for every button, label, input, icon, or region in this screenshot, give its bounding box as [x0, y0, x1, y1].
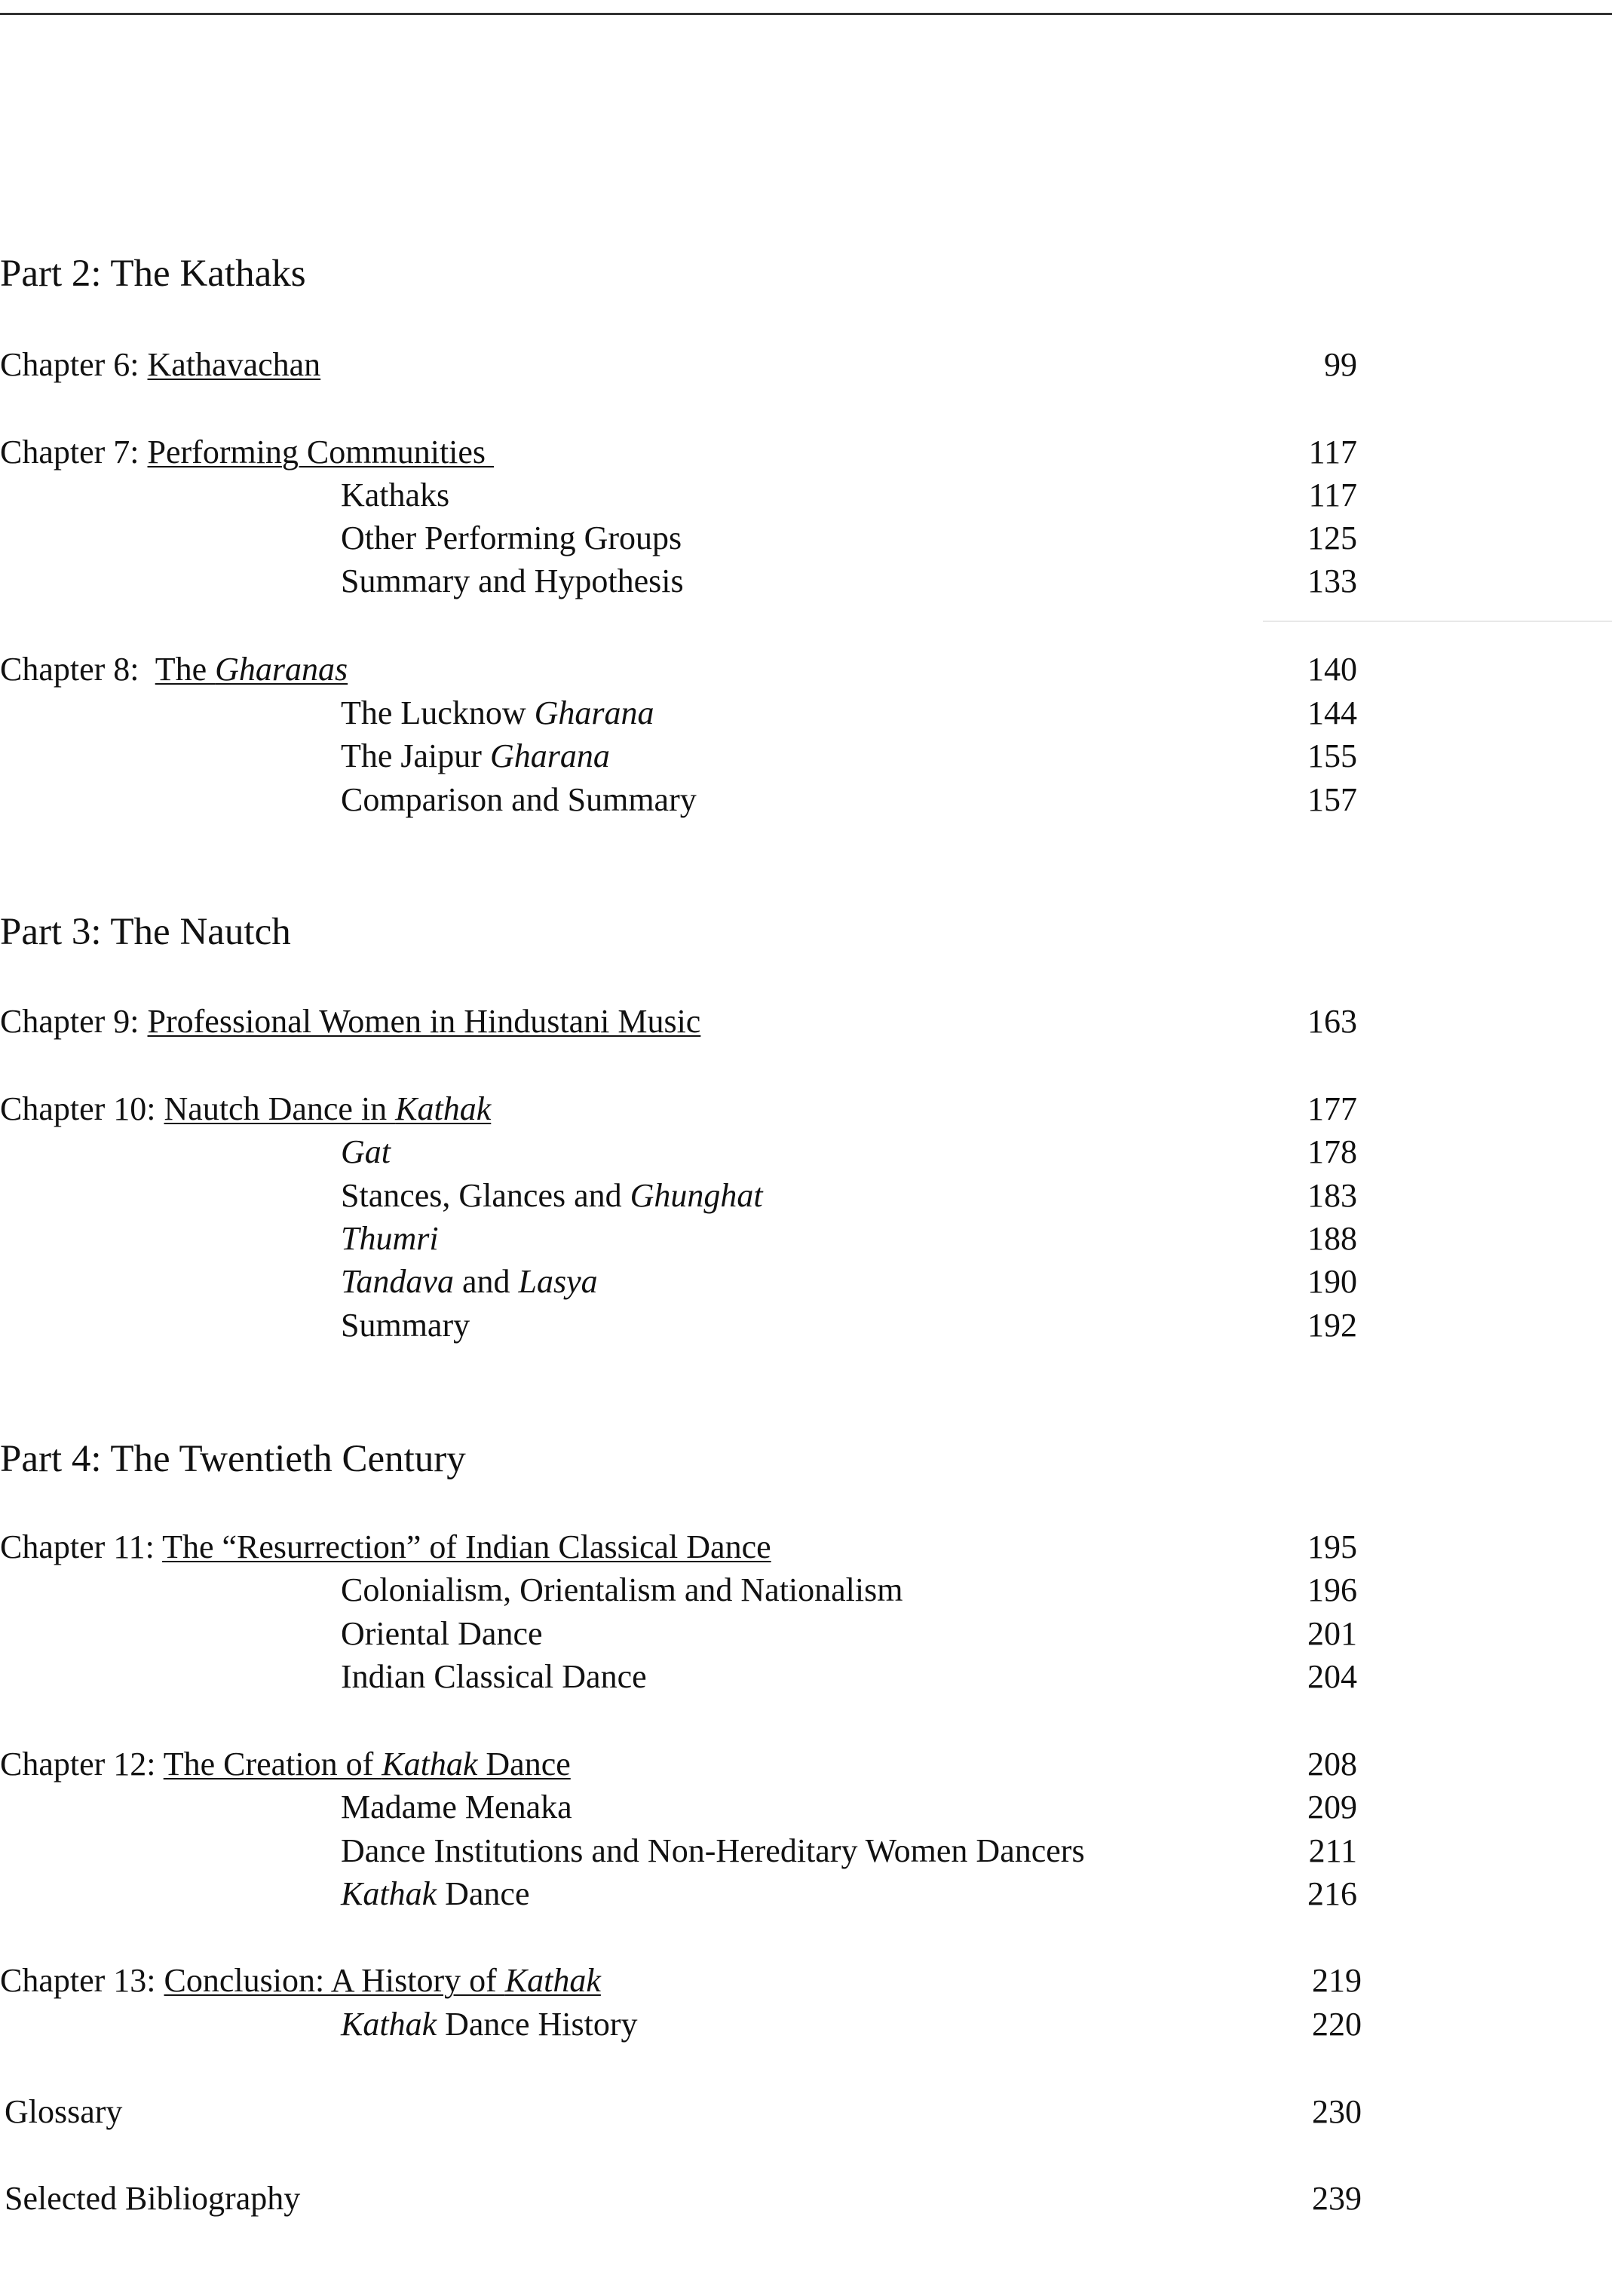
chapter-title: Professional Women in Hindustani Music — [147, 1003, 701, 1040]
chapter-title-italic: Kathak — [382, 1746, 478, 1783]
page-number: 163 — [1307, 1003, 1357, 1040]
section-text-italic: Thumri — [341, 1220, 439, 1257]
toc-section[interactable]: Comparison and Summary — [341, 781, 697, 818]
page-number: 140 — [1307, 651, 1357, 688]
toc-section[interactable] — [341, 737, 610, 776]
page-number: 144 — [1307, 694, 1357, 731]
chapter-label: Chapter 13: — [0, 1962, 164, 1999]
page-number: 178 — [1307, 1133, 1357, 1170]
page-number: 155 — [1307, 737, 1357, 774]
toc-section[interactable]: Madame Menaka — [341, 1789, 572, 1825]
toc-chapter-7[interactable] — [0, 433, 494, 472]
page-number: 157 — [1307, 781, 1357, 818]
toc-section[interactable] — [341, 694, 654, 733]
toc-section[interactable]: Indian Classical Dance — [341, 1658, 647, 1695]
part-heading: Part 4: The Twentieth Century — [0, 1438, 466, 1480]
chapter-title — [164, 1962, 601, 1999]
page-number: 196 — [1307, 1571, 1357, 1608]
section-text-italic: Ghunghat — [630, 1177, 763, 1214]
page-number: 190 — [1307, 1263, 1357, 1300]
page-number: 239 — [1312, 2180, 1362, 2217]
chapter-title — [164, 1090, 492, 1127]
chapter-label: Chapter 11: — [0, 1528, 163, 1565]
chapter-label: Chapter 6: — [0, 346, 148, 383]
section-text-italic: Gat — [341, 1133, 391, 1170]
chapter-title-part: The Creation of — [163, 1746, 382, 1783]
chapter-label: Chapter 8: — [0, 651, 155, 688]
section-text: The Lucknow — [341, 694, 535, 731]
toc-section[interactable]: Colonialism, Orientalism and Nationalism — [341, 1571, 903, 1608]
chapter-title — [155, 651, 348, 688]
chapter-title: The “Resurrection” of Indian Classical Dance — [162, 1528, 771, 1565]
chapter-label: Chapter 10: — [0, 1090, 164, 1127]
toc-chapter-12[interactable] — [0, 1745, 571, 1784]
toc-section[interactable]: Summary — [341, 1307, 470, 1344]
section-text-italic: Kathak — [341, 2006, 437, 2043]
part-heading: Part 2: The Kathaks — [0, 253, 306, 295]
chapter-label: Chapter 12: — [0, 1746, 164, 1783]
page-number: 204 — [1307, 1658, 1357, 1695]
scan-artifact-rule — [1263, 621, 1612, 622]
section-text-italic: Gharana — [534, 694, 654, 731]
toc-section[interactable] — [341, 1262, 598, 1301]
page-number: 216 — [1307, 1875, 1357, 1912]
section-text: Dance History — [437, 2006, 638, 2043]
toc-chapter-13[interactable] — [0, 1961, 601, 2000]
chapter-title-part: The — [155, 651, 216, 688]
page-number: 201 — [1307, 1615, 1357, 1652]
chapter-title: Performing Communities — [147, 434, 495, 471]
page-number: 188 — [1307, 1220, 1357, 1257]
section-text-italic: Lasya — [518, 1263, 598, 1300]
page-number: 177 — [1307, 1090, 1357, 1127]
section-text-italic: Kathak — [341, 1875, 437, 1912]
toc-section[interactable] — [341, 1219, 439, 1258]
page-number: 133 — [1307, 563, 1357, 599]
toc-chapter-10[interactable] — [0, 1090, 491, 1129]
part-heading: Part 3: The Nautch — [0, 911, 291, 953]
page-number: 230 — [1312, 2093, 1362, 2130]
page-number: 209 — [1307, 1789, 1357, 1825]
page-number: 117 — [1308, 434, 1357, 471]
toc-section[interactable]: Oriental Dance — [341, 1615, 543, 1652]
chapter-title-part: Dance — [477, 1746, 571, 1783]
chapter-label: Chapter 9: — [0, 1003, 148, 1040]
section-text: The Jaipur — [341, 737, 490, 774]
toc-chapter-8[interactable] — [0, 650, 348, 689]
page-number: 220 — [1312, 2006, 1362, 2043]
page-number: 183 — [1307, 1177, 1357, 1214]
chapter-title-part: Nautch Dance in — [164, 1090, 396, 1127]
page-number: 99 — [1324, 346, 1357, 383]
chapter-title-italic: Gharanas — [215, 651, 348, 688]
toc-section[interactable]: Dance Institutions and Non-Hereditary Women Dancers — [341, 1832, 1085, 1869]
page-number: 208 — [1307, 1746, 1357, 1783]
toc-section[interactable] — [341, 1176, 763, 1215]
page-number: 117 — [1308, 477, 1357, 513]
chapter-title — [164, 1746, 571, 1783]
section-text: and — [453, 1263, 519, 1300]
toc-chapter-11[interactable] — [0, 1528, 771, 1567]
toc-section[interactable]: Other Performing Groups — [341, 520, 682, 556]
toc-section[interactable] — [341, 1875, 529, 1914]
page-number: 211 — [1308, 1832, 1357, 1869]
toc-glossary[interactable]: Glossary — [5, 2093, 123, 2130]
toc-section[interactable] — [341, 2005, 637, 2044]
top-rule — [0, 13, 1612, 15]
page-number: 192 — [1307, 1307, 1357, 1344]
chapter-title-part: Conclusion: A History of — [164, 1962, 505, 1999]
section-text: Dance — [437, 1875, 530, 1912]
section-text-italic: Gharana — [489, 737, 610, 774]
toc-chapter-9[interactable] — [0, 1002, 700, 1041]
page-number: 219 — [1312, 1962, 1362, 1999]
page-number: 195 — [1307, 1528, 1357, 1565]
chapter-label: Chapter 7: — [0, 434, 148, 471]
toc-section[interactable]: Summary and Hypothesis — [341, 563, 684, 599]
toc-bibliography[interactable]: Selected Bibliography — [5, 2180, 301, 2217]
page-number: 125 — [1307, 520, 1357, 556]
toc-section[interactable] — [341, 1133, 391, 1172]
toc-section[interactable]: Kathaks — [341, 477, 450, 513]
chapter-title-italic: Kathak — [504, 1962, 601, 1999]
chapter-title: Kathavachan — [147, 346, 321, 383]
section-text-italic: Tandava — [341, 1263, 454, 1300]
toc-chapter-6[interactable] — [0, 345, 320, 385]
chapter-title-italic: Kathak — [395, 1090, 492, 1127]
section-text: Stances, Glances and — [341, 1177, 630, 1214]
